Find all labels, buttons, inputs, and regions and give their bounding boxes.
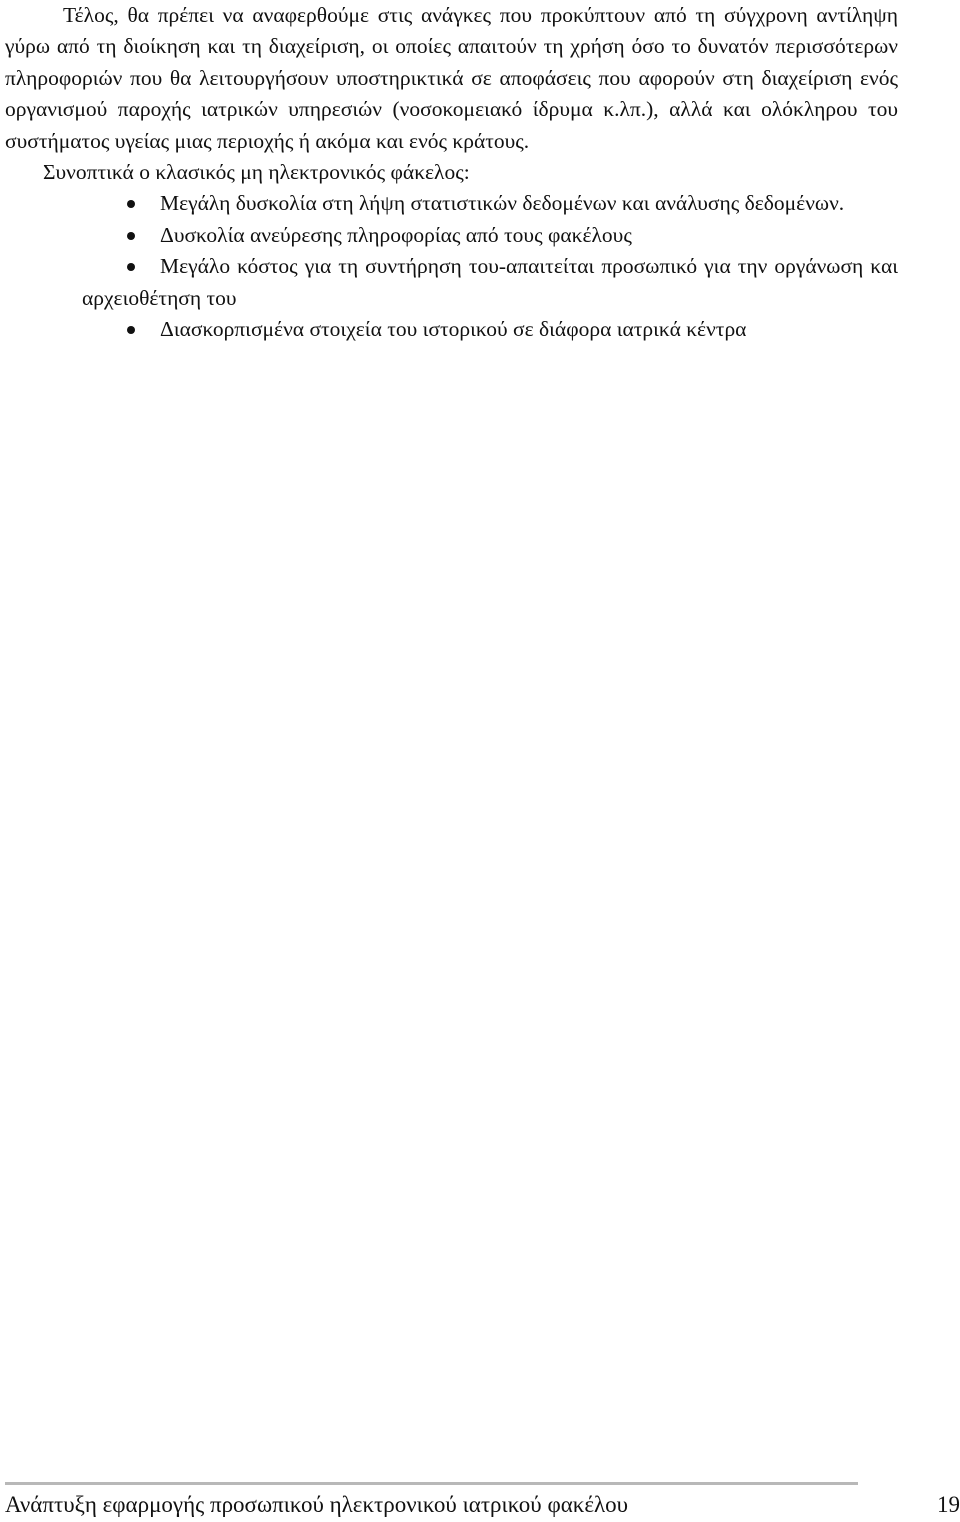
list-item — [82, 251, 898, 314]
bullet-icon — [127, 326, 135, 334]
summary-intro: Συνοπτικά ο κλασικός μη ηλεκτρονικός φάκελος: — [43, 160, 470, 185]
list-item — [82, 220, 898, 251]
list-item — [82, 314, 898, 345]
list-item-text: Διασκορπισμένα στοιχεία του ιστορικού σε διάφορα ιατρικά κέντρα — [160, 317, 747, 342]
list-item-text: Μεγάλο κόστος για τη συντήρηση του-απαιτείται προσωπικό για την οργάνωση και αρχειοθέτηση του — [82, 254, 898, 310]
list-item — [82, 188, 898, 219]
bullet-icon — [127, 263, 135, 271]
bullet-icon — [127, 200, 135, 208]
page-number: 19 — [937, 1492, 960, 1517]
bullet-list — [5, 188, 898, 345]
list-item-text: Δυσκολία ανεύρεσης πληροφορίας από τους φακέλους — [160, 222, 632, 247]
bullet-icon — [127, 232, 135, 240]
footer-divider — [5, 1482, 858, 1485]
list-item-text: Μεγάλη δυσκολία στη λήψη στατιστικών δεδομένων και ανάλυσης δεδομένων. — [160, 191, 845, 216]
footer-title: Ανάπτυξη εφαρμογής προσωπικού ηλεκτρονικού ιατρικού φακέλου — [5, 1492, 629, 1517]
body-paragraph: Τέλος, θα πρέπει να αναφερθούμε στις ανάγκες που προκύπτουν από τη σύγχρονη αντίληψη γύρω από τη διοίκηση και τη διαχείριση, οι οποίες απαιτούν τη χρήση όσο το δυνατόν περισσότερων πληροφοριών που θα λειτουργήσουν υποστηρικτικά σε αποφάσεις που αφορούν στη διαχείριση ενός οργανισμού παροχής ιατρικών υπηρεσιών (νοσοκομειακό ίδρυμα κ.λπ.), αλλά και ολόκληρου του συστήματος υγείας μιας περιοχής ή ακόμα και ενός κράτους. — [5, 3, 898, 153]
document-body — [5, 0, 898, 345]
